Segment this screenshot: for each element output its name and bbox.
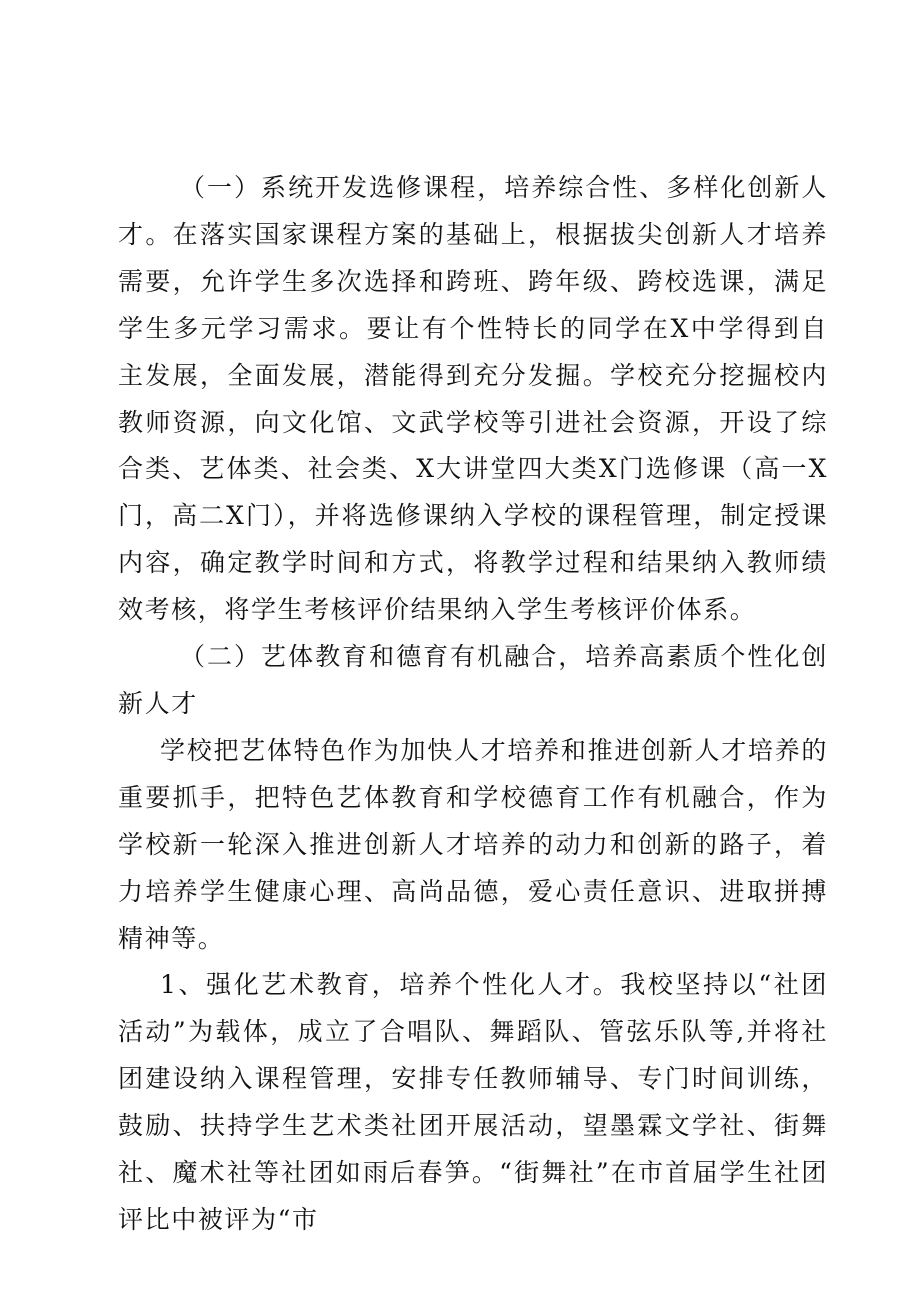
paragraph-arts-integration: 学校把艺体特色作为加快人才培养和推进创新人才培养的重要抓手，把特色艺体教育和学校德育工作有机融合，作为学校新一轮深入推进创新人才培养的动力和创新的路子，着力培养学生健康心理、高尚品德，爱心责任意识、进取拼搏精神等。 <box>118 735 828 953</box>
section-heading-arts-moral-education: （二）艺体教育和德育有机融合，培养高素质个性化创新人才 <box>118 642 828 718</box>
paragraph-elective-courses: （一）系统开发选修课程，培养综合性、多样化创新人才。在落实国家课程方案的基础上，根据拔尖创新人才培养需要，允许学生多次选择和跨班、跨年级、跨校选课，满足学生多元学习需求。要让有个性特长的同学在X中学得到自主发展，全面发展，潜能得到充分发掘。学校充分挖掘校内教师资源，向文化馆、文武学校等引进社会资源，开设了综合类、艺体类、社会类、X大讲堂四大类X门选修课（高一X门，高二X门），并将选修课纳入学校的课程管理，制定授课内容，确定教学时间和方式，将教学过程和结果纳入教师绩效考核，将学生考核评价结果纳入学生考核评价体系。 <box>118 173 828 625</box>
document-body <box>118 165 828 1244</box>
paragraph-art-education-clubs: 1、强化艺术教育，培养个性化人才。我校坚持以“社团活动”为载体，成立了合唱队、舞蹈队、管弦乐队等,并将社团建设纳入课程管理，安排专任教师辅导、专门时间训练，鼓励、扶持学生艺术类社团开展活动，望墨霖文学社、街舞社、魔术社等社团如雨后春笋。“街舞社”在市首届学生社团评比中被评为“市 <box>118 970 828 1234</box>
